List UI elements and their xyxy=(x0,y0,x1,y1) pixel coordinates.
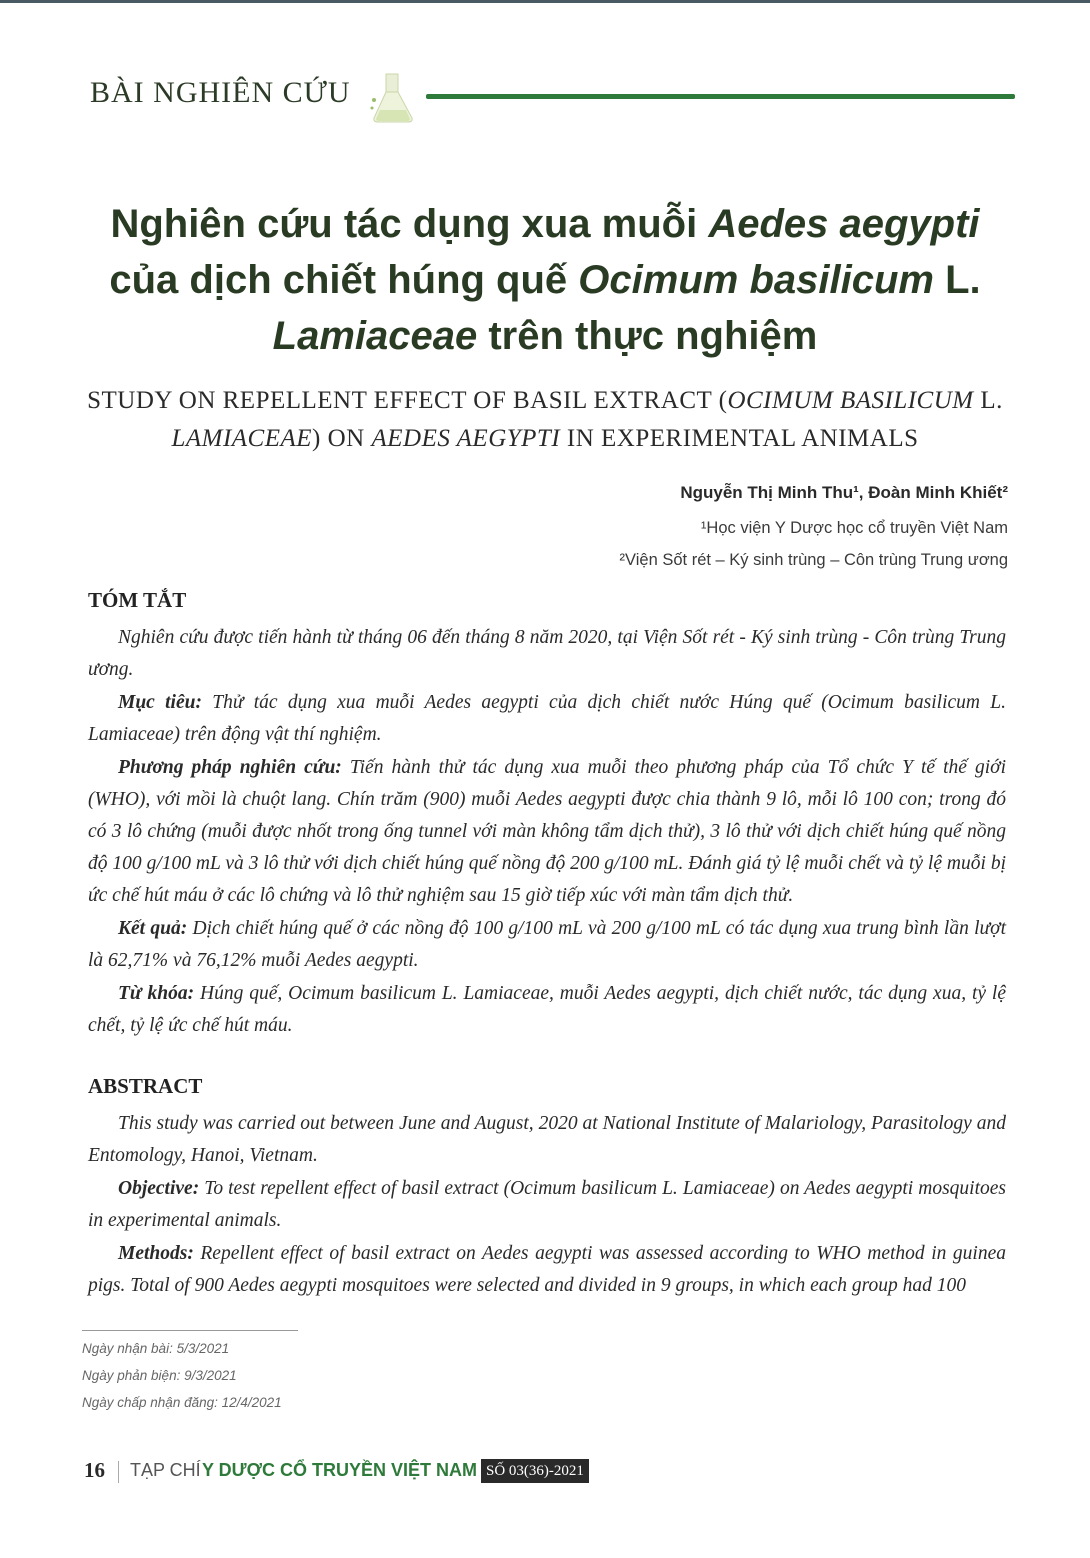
journal-prefix: TẠP CHÍ xyxy=(130,1460,201,1480)
flask-icon xyxy=(368,70,418,126)
footnote-received: Ngày nhận bài: 5/3/2021 xyxy=(82,1341,230,1356)
journal-name: Y DƯỢC CỔ TRUYỀN VIỆT NAM xyxy=(202,1460,477,1480)
issue-badge: SỐ 03(36)-2021 xyxy=(481,1459,589,1483)
title-line-2: của dịch chiết húng quế Ocimum basilicum L. xyxy=(109,258,981,302)
abstract-heading: ABSTRACT xyxy=(88,1074,203,1098)
summary-keywords: Từ khóa: Húng quế, Ocimum basilicum L. Lamiaceae, muỗi Aedes aegypti, dịch chiết nước, tác dụng xua, tỷ lệ chết, tỷ lệ ức chế hút máu. xyxy=(88,983,1007,1036)
authors: Nguyễn Thị Minh Thu¹, Đoàn Minh Khiết² xyxy=(680,483,1008,502)
summary-heading: TÓM TẮT xyxy=(88,588,187,612)
top-rule xyxy=(0,0,1090,3)
english-title: STUDY ON REPELLENT EFFECT OF BASIL EXTRACT (OCIMUM BASILICUM L. LAMIACEAE) ON AEDES AEGYPTI IN EXPERIMENTAL ANIMALS xyxy=(87,387,1003,452)
affiliation-2: ²Viện Sốt rét – Ký sinh trùng – Côn trùng Trung ương xyxy=(619,551,1008,569)
footnote-accepted: Ngày chấp nhận đăng: 12/4/2021 xyxy=(82,1395,282,1410)
footnote-rule xyxy=(82,1330,298,1331)
article-title xyxy=(60,196,1030,364)
section-header xyxy=(90,70,1015,130)
abstract-intro: This study was carried out between June and August, 2020 at National Institute of Malariology, Parasitology and Entomology, Hanoi, Vietnam. xyxy=(88,1113,1006,1166)
summary-objective: Mục tiêu: Thử tác dụng xua muỗi Aedes aegypti của dịch chiết nước Húng quế (Ocimum basilicum L. Lamiaceae) trên động vật thí nghiệm. xyxy=(88,692,1006,745)
title-line-1: Nghiên cứu tác dụng xua muỗi Aedes aegypti xyxy=(110,202,980,246)
summary-intro: Nghiên cứu được tiến hành từ tháng 06 đến tháng 8 năm 2020, tại Viện Sốt rét - Ký sinh trùng - Côn trùng Trung ương. xyxy=(88,627,1006,680)
abstract-methods: Methods: Repellent effect of basil extract on Aedes aegypti was assessed according to WHO method in guinea pigs. Total of 900 Aedes aegypti mosquitoes were selected and divided in 9 groups, in which each group had 100 xyxy=(88,1243,1006,1296)
header-accent-bar xyxy=(426,94,1015,99)
affiliation-1: ¹Học viện Y Dược học cổ truyền Việt Nam xyxy=(700,519,1008,537)
footnote-reviewed: Ngày phản biện: 9/3/2021 xyxy=(82,1368,237,1383)
summary-methods: Phương pháp nghiên cứu: Tiến hành thử tác dụng xua muỗi theo phương pháp của Tổ chức Y tế thế giới (WHO), với mồi là chuột lang. Chín trăm (900) muỗi Aedes aegypti được chia thành 9 lô, mỗi lô 100 con; trong đó có 3 lô chứng (muỗi được nhốt trong ống tunnel với màn không tẩm dịch thử), 3 lô thử với dịch chiết húng quế nồng độ 100 g/100 mL và 3 lô thử với dịch chiết húng quế nồng độ 200 g/100 mL. Đánh giá tỷ lệ muỗi chết và tỷ lệ muỗi bị ức chế hút máu ở các lô chứng và lô thử nghiệm sau 15 giờ tiếp xúc với màn tẩm dịch thử. xyxy=(88,757,1006,906)
title-line-3: Lamiaceae trên thực nghiệm xyxy=(272,314,818,358)
page-footer xyxy=(84,1458,784,1488)
summary-results: Kết quả: Dịch chiết húng quế ở các nồng độ 100 g/100 mL và 200 g/100 mL có tác dụng xua trung bình lần lượt là 62,71% và 76,12% muỗi Aedes aegypti. xyxy=(88,918,1006,971)
section-label: BÀI NGHIÊN CỨU xyxy=(90,76,351,109)
page-number: 16 xyxy=(84,1458,105,1482)
abstract-objective: Objective: To test repellent effect of basil extract (Ocimum basilicum L. Lamiaceae) on Aedes aegypti mosquitoes in experimental animals. xyxy=(88,1178,1006,1231)
footer-separator xyxy=(118,1461,119,1483)
